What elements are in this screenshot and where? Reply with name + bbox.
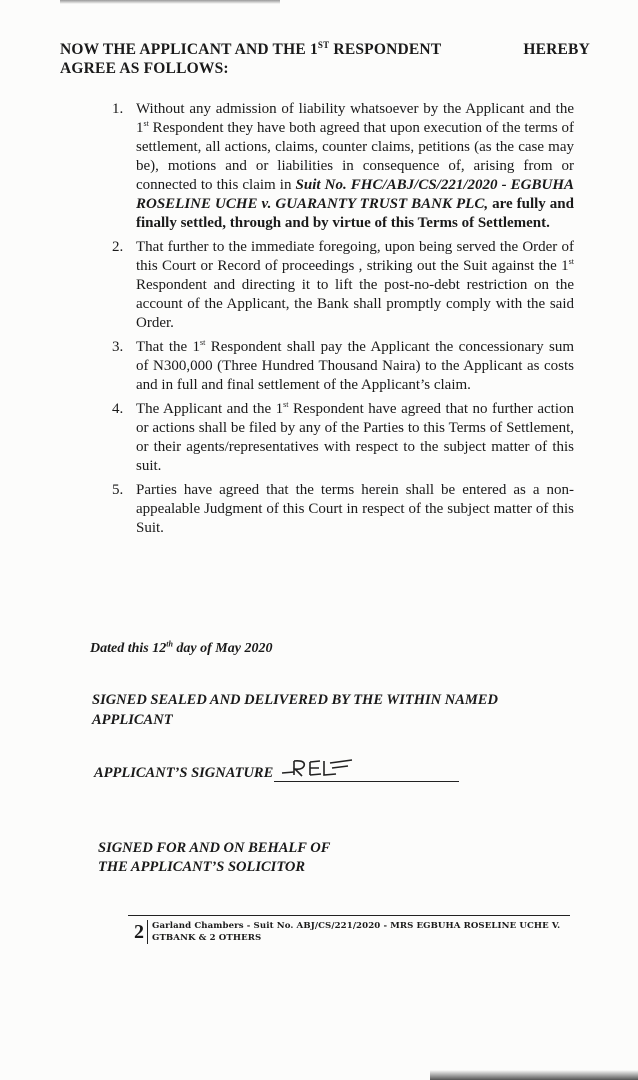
clause-3: 3. That the 1st Respondent shall pay the Applicant the concessionary sum of N300,000 (Three Hundred Thousand Naira) to the Applicant as costs and in full and final settlement of the Applicant’s claim. bbox=[112, 338, 574, 393]
signature-label: APPLICANT’S SIGNATURE bbox=[94, 765, 274, 781]
applicant-signature-line bbox=[94, 764, 459, 782]
dated-line: Dated this 12th day of May 2020 bbox=[90, 639, 273, 656]
handwritten-signature-icon bbox=[280, 757, 370, 783]
heading-line2: AGREE AS FOLLOWS: bbox=[60, 60, 229, 77]
clause-4: 4. The Applicant and the 1st Respondent have agreed that no further action or actions shall be filed by any of the Parties to this Terms of Settlement, or their agents/representatives with respect to the subject matter of this suit. bbox=[112, 400, 574, 474]
signed-sealed-block: SIGNED SEALED AND DELIVERED BY THE WITHIN NAMED APPLICANT bbox=[92, 692, 498, 728]
clause-1: 1. Without any admission of liability whatsoever by the Applicant and the 1st Respondent they have both agreed that upon execution of the terms of settlement, all actions, claims, counter claims, petitions (as the case may be), motions and or liabilities in consequence of, arising from or connected to this claim in Suit No. FHC/ABJ/CS/221/2020 - EGBUHA ROSELINE UCHE v. GUARANTY TRUST BANK PLC, are fully and finally settled, through and by virtue of this Terms of Settlement. bbox=[112, 101, 574, 231]
scan-shadow bbox=[60, 0, 280, 4]
heading-line1-a: NOW THE APPLICANT AND THE 1ST RESPONDENT bbox=[60, 39, 442, 58]
clause-2: 2. That further to the immediate foregoing, upon being served the Order of this Court or Record of proceedings , striking out the Suit against the 1st Respondent and directing it to lift the post-no-debt restriction on the account of the Applicant, the Bank shall promptly comply with the said Order. bbox=[112, 239, 574, 331]
heading-line1-b: HEREBY bbox=[523, 41, 590, 58]
page-footer bbox=[128, 915, 570, 944]
page-number: 2 bbox=[128, 920, 148, 944]
scan-shadow-bottom bbox=[430, 1070, 638, 1080]
signature-field bbox=[274, 767, 459, 782]
clause-5: 5. Parties have agreed that the terms herein shall be entered as a non-appealable Judgment of this Court in respect of the subject matter of this Suit. bbox=[112, 482, 574, 536]
footer-reference: Garland Chambers - Suit No. ABJ/CS/221/2020 - MRS EGBUHA ROSELINE UCHE V. GTBANK & 2 OTHERS bbox=[152, 921, 561, 943]
solicitor-block: SIGNED FOR AND ON BEHALF OF THE APPLICANT’S SOLICITOR bbox=[98, 840, 331, 875]
clauses-list bbox=[112, 100, 574, 543]
suit-reference: Suit No. FHC/ABJ/CS/221/2020 - EGBUHA ROSELINE UCHE v. GUARANTY TRUST BANK PLC, bbox=[136, 177, 574, 212]
agreement-heading bbox=[60, 40, 590, 78]
